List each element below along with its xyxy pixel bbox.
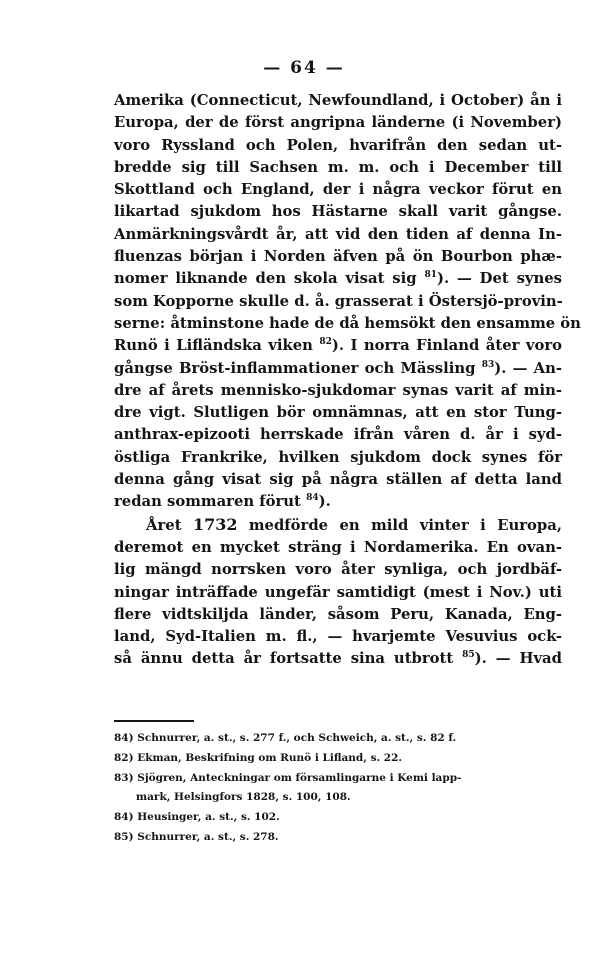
footnote: 84) Schnurrer, a. st., s. 277 f., och Schweich, a. st., s. 82 f. [114,732,457,744]
footnote-rule [114,720,194,722]
text-line: deremot en mycket sträng i Nordamerika. En ovan- [114,538,562,556]
text-line: Amerika (Connecticut, Newfoundland, i October) ån i [114,92,562,109]
text-line: fluenzas början i Norden äfven på ön Bourbon phæ- [114,248,562,266]
text-line: denna gång visat sig på några ställen af detta land [114,471,562,489]
footnote: 84) Heusinger, a. st., s. 102. [114,811,280,824]
footnote-continuation: mark, Helsingfors 1828, s. 100, 108. [136,791,351,804]
text-line: gångse Bröst-inflammationer och Mässling $^{83}$). — An- [114,359,562,377]
text-line: voro Ryssland och Polen, hvarifrån den sedan ut- [114,136,562,154]
text-line: Skottland och England, der i några veckor förut en [114,181,562,199]
footnote: 82) Ekman, Beskrifning om Runö i Lifland, s. 22. [114,751,403,764]
text-line: Runö i Lifländska viken $^{82}$). I norra Finland åter voro [114,337,562,355]
text-line: serne: åtminstone hade de då hemsökt den ensamme ön [114,314,581,332]
text-line: lig mängd norrsken voro åter synliga, och jordbäf- [114,561,562,579]
text-line: redan sommaren förut $^{84}$). [114,493,331,511]
text-line: land, Syd-Italien m. fl., — hvarjemte Vesuvius ock- [114,628,562,646]
text-line: Året 1732 medförde en mild vinter i Europa, [146,514,562,534]
footnote: 83) Sjögren, Anteckningar om församlingarne i Kemi lapp- [114,771,462,784]
text-line: ningar inträffade ungefär samtidigt (mest i Nov.) uti [114,583,562,601]
text-line: Anmärkningsvårdt år, att vid den tiden af denna In- [114,225,562,243]
text-line: likartad sjukdom hos Hästarne skall varit gångse. [114,203,562,221]
text-line: bredde sig till Sachsen m. m. och i December till [114,158,562,176]
text-line: dre af årets mennisko-sjukdomar synas varit af min- [114,381,562,399]
text-line: Europa, der de först angripna länderne (i November) [114,114,562,132]
text-line: anthrax-epizooti herrskade ifrån våren d. år i syd- [114,426,562,444]
body-text [114,90,581,671]
text-line: dre vigt. Slutligen bör omnämnas, att en stor Tung- [114,404,562,422]
text-line: nomer liknande den skola visat sig $^{81}$). — Det synes [114,270,562,288]
page-number: — 64 — [263,58,345,78]
text-line: så ännu detta år fortsatte sina utbrott $^{85}$). — Hvad [114,650,562,668]
text-line: som Kopporne skulle d. å. grasserat i Östersjö-provin- [114,292,563,310]
text-line: östliga Frankrike, hvilken sjukdom dock synes för [114,448,562,466]
footnote: 85) Schnurrer, a. st., s. 278. [114,830,279,843]
footnotes [114,729,562,848]
text-line: flere vidtskiljda länder, såsom Peru, Kanada, Eng- [114,605,562,623]
